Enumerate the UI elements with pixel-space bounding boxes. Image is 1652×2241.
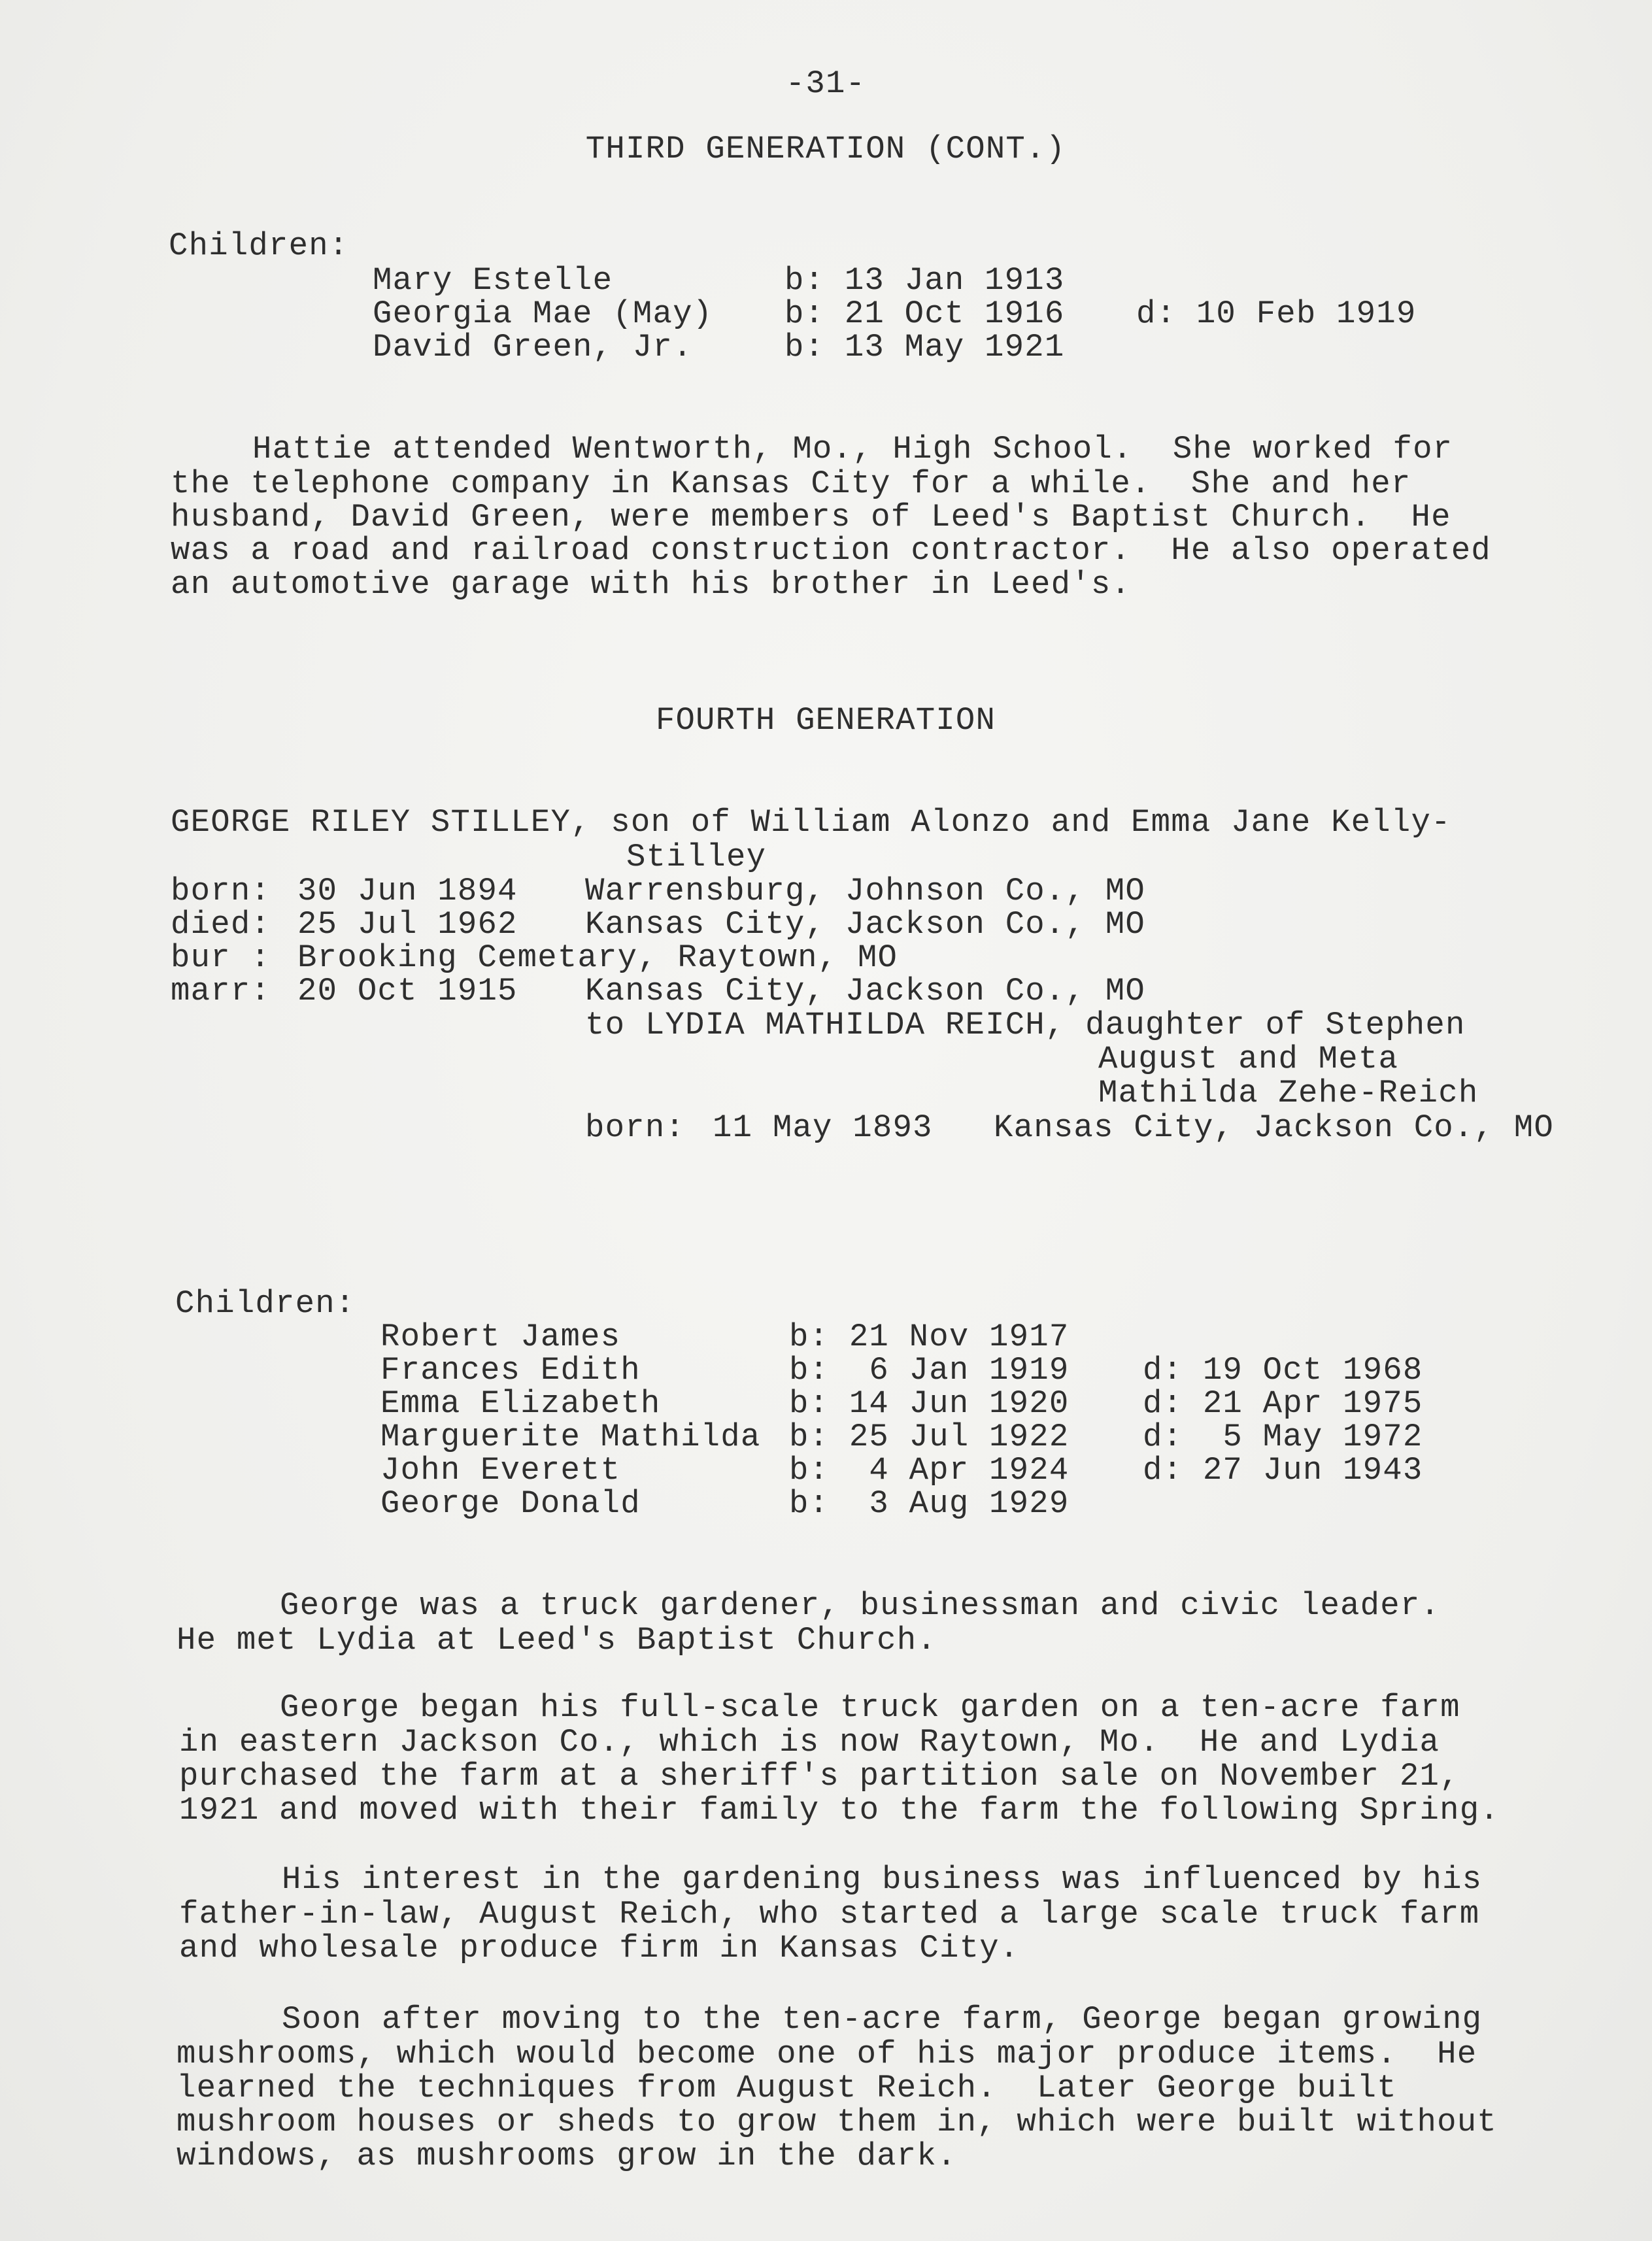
paragraph-line: He met Lydia at Leed's Baptist Church. [177, 1622, 937, 1659]
paragraph-line: the telephone company in Kansas City for a while. She and her [171, 465, 1411, 502]
paragraph-line: in eastern Jackson Co., which is now Raytown, Mo. He and Lydia [179, 1724, 1440, 1761]
spouse-born-label: born: [585, 1109, 686, 1146]
died-date: 25 Jul 1962 [297, 906, 518, 943]
child-born: b: 4 Apr 1924 [789, 1452, 1070, 1489]
child-born: b: 25 Jul 1922 [789, 1419, 1070, 1455]
paragraph-line: and wholesale produce firm in Kansas City. [179, 1930, 1020, 1966]
page-number: -31- [785, 65, 866, 102]
child-born: b: 6 Jan 1919 [789, 1352, 1070, 1389]
child-name: Robert James [380, 1319, 621, 1355]
child-name: John Everett [380, 1452, 621, 1489]
married-date: 20 Oct 1915 [297, 973, 518, 1009]
child-name: David Green, Jr. [373, 329, 693, 365]
child-name: Marguerite Mathilda [380, 1419, 761, 1455]
third-generation-heading: THIRD GENERATION (CONT.) [585, 131, 1066, 167]
child-died: d: 19 Oct 1968 [1143, 1352, 1423, 1389]
paragraph-line: husband, David Green, were members of Leed's Baptist Church. He [171, 499, 1451, 535]
child-name: Frances Edith [380, 1352, 641, 1389]
child-born: b: 21 Nov 1917 [789, 1319, 1070, 1355]
paragraph-line: George was a truck gardener, businessman and civic leader. [280, 1587, 1441, 1624]
paragraph-line: Soon after moving to the ten-acre farm, George began growing [282, 2001, 1483, 2038]
spouse-line: August and Meta [1098, 1041, 1399, 1077]
born-date: 30 Jun 1894 [297, 873, 518, 909]
spouse-born-date: 11 May 1893 [713, 1109, 933, 1146]
child-born: b: 21 Oct 1916 [784, 295, 1065, 332]
spouse-line: to LYDIA MATHILDA REICH, daughter of Stephen [585, 1007, 1466, 1043]
married-place: Kansas City, Jackson Co., MO [585, 973, 1145, 1009]
child-died: d: 21 Apr 1975 [1143, 1385, 1423, 1422]
spouse-line: Mathilda Zehe-Reich [1098, 1075, 1479, 1111]
spouse-born-place: Kansas City, Jackson Co., MO [994, 1109, 1554, 1146]
died-place: Kansas City, Jackson Co., MO [585, 906, 1145, 943]
born-label: born: [171, 873, 271, 909]
children-label: Children: [169, 227, 349, 264]
child-name: Emma Elizabeth [380, 1385, 661, 1422]
subject-line: GEORGE RILEY STILLEY, son of William Alonzo and Emma Jane Kelly- [171, 804, 1451, 841]
child-name: Georgia Mae (May) [373, 295, 713, 332]
paragraph-line: George began his full-scale truck garden on a ten-acre farm [280, 1689, 1460, 1726]
paragraph-line: 1921 and moved with their family to the farm the following Spring. [179, 1792, 1500, 1828]
born-place: Warrensburg, Johnson Co., MO [585, 873, 1145, 909]
child-name: George Donald [380, 1485, 641, 1522]
buried-label: bur : [171, 939, 271, 976]
died-label: died: [171, 906, 271, 943]
child-born: b: 3 Aug 1929 [789, 1485, 1070, 1522]
paragraph-line: was a road and railroad construction contractor. He also operated [171, 532, 1491, 569]
married-label: marr: [171, 973, 271, 1009]
paragraph-line: mushroom houses or sheds to grow them in, which were built without [177, 2104, 1497, 2140]
child-born: b: 13 May 1921 [784, 329, 1065, 365]
buried-place: Brooking Cemetary, Raytown, MO [297, 939, 898, 976]
child-died: d: 5 May 1972 [1143, 1419, 1423, 1455]
subject-line-continued: Stilley [626, 839, 767, 875]
paragraph-line: an automotive garage with his brother in Leed's. [171, 566, 1132, 603]
child-born: b: 14 Jun 1920 [789, 1385, 1070, 1422]
children-label: Children: [175, 1285, 356, 1322]
paragraph-line: mushrooms, which would become one of his major produce items. He [177, 2036, 1477, 2072]
paragraph-line: learned the techniques from August Reich. Later George built [177, 2070, 1397, 2106]
child-died: d: 27 Jun 1943 [1143, 1452, 1423, 1489]
paragraph-line: His interest in the gardening business was influenced by his [282, 1861, 1483, 1898]
child-born: b: 13 Jan 1913 [784, 262, 1065, 299]
fourth-generation-heading: FOURTH GENERATION [655, 702, 996, 739]
child-died: d: 10 Feb 1919 [1136, 295, 1417, 332]
child-name: Mary Estelle [373, 262, 613, 299]
paragraph-line: father-in-law, August Reich, who started a large scale truck farm [179, 1896, 1480, 1932]
paragraph-line: purchased the farm at a sheriff's partition sale on November 21, [179, 1758, 1460, 1794]
paragraph-line: Hattie attended Wentworth, Mo., High School. She worked for [252, 431, 1453, 467]
paragraph-line: windows, as mushrooms grow in the dark. [177, 2138, 957, 2174]
